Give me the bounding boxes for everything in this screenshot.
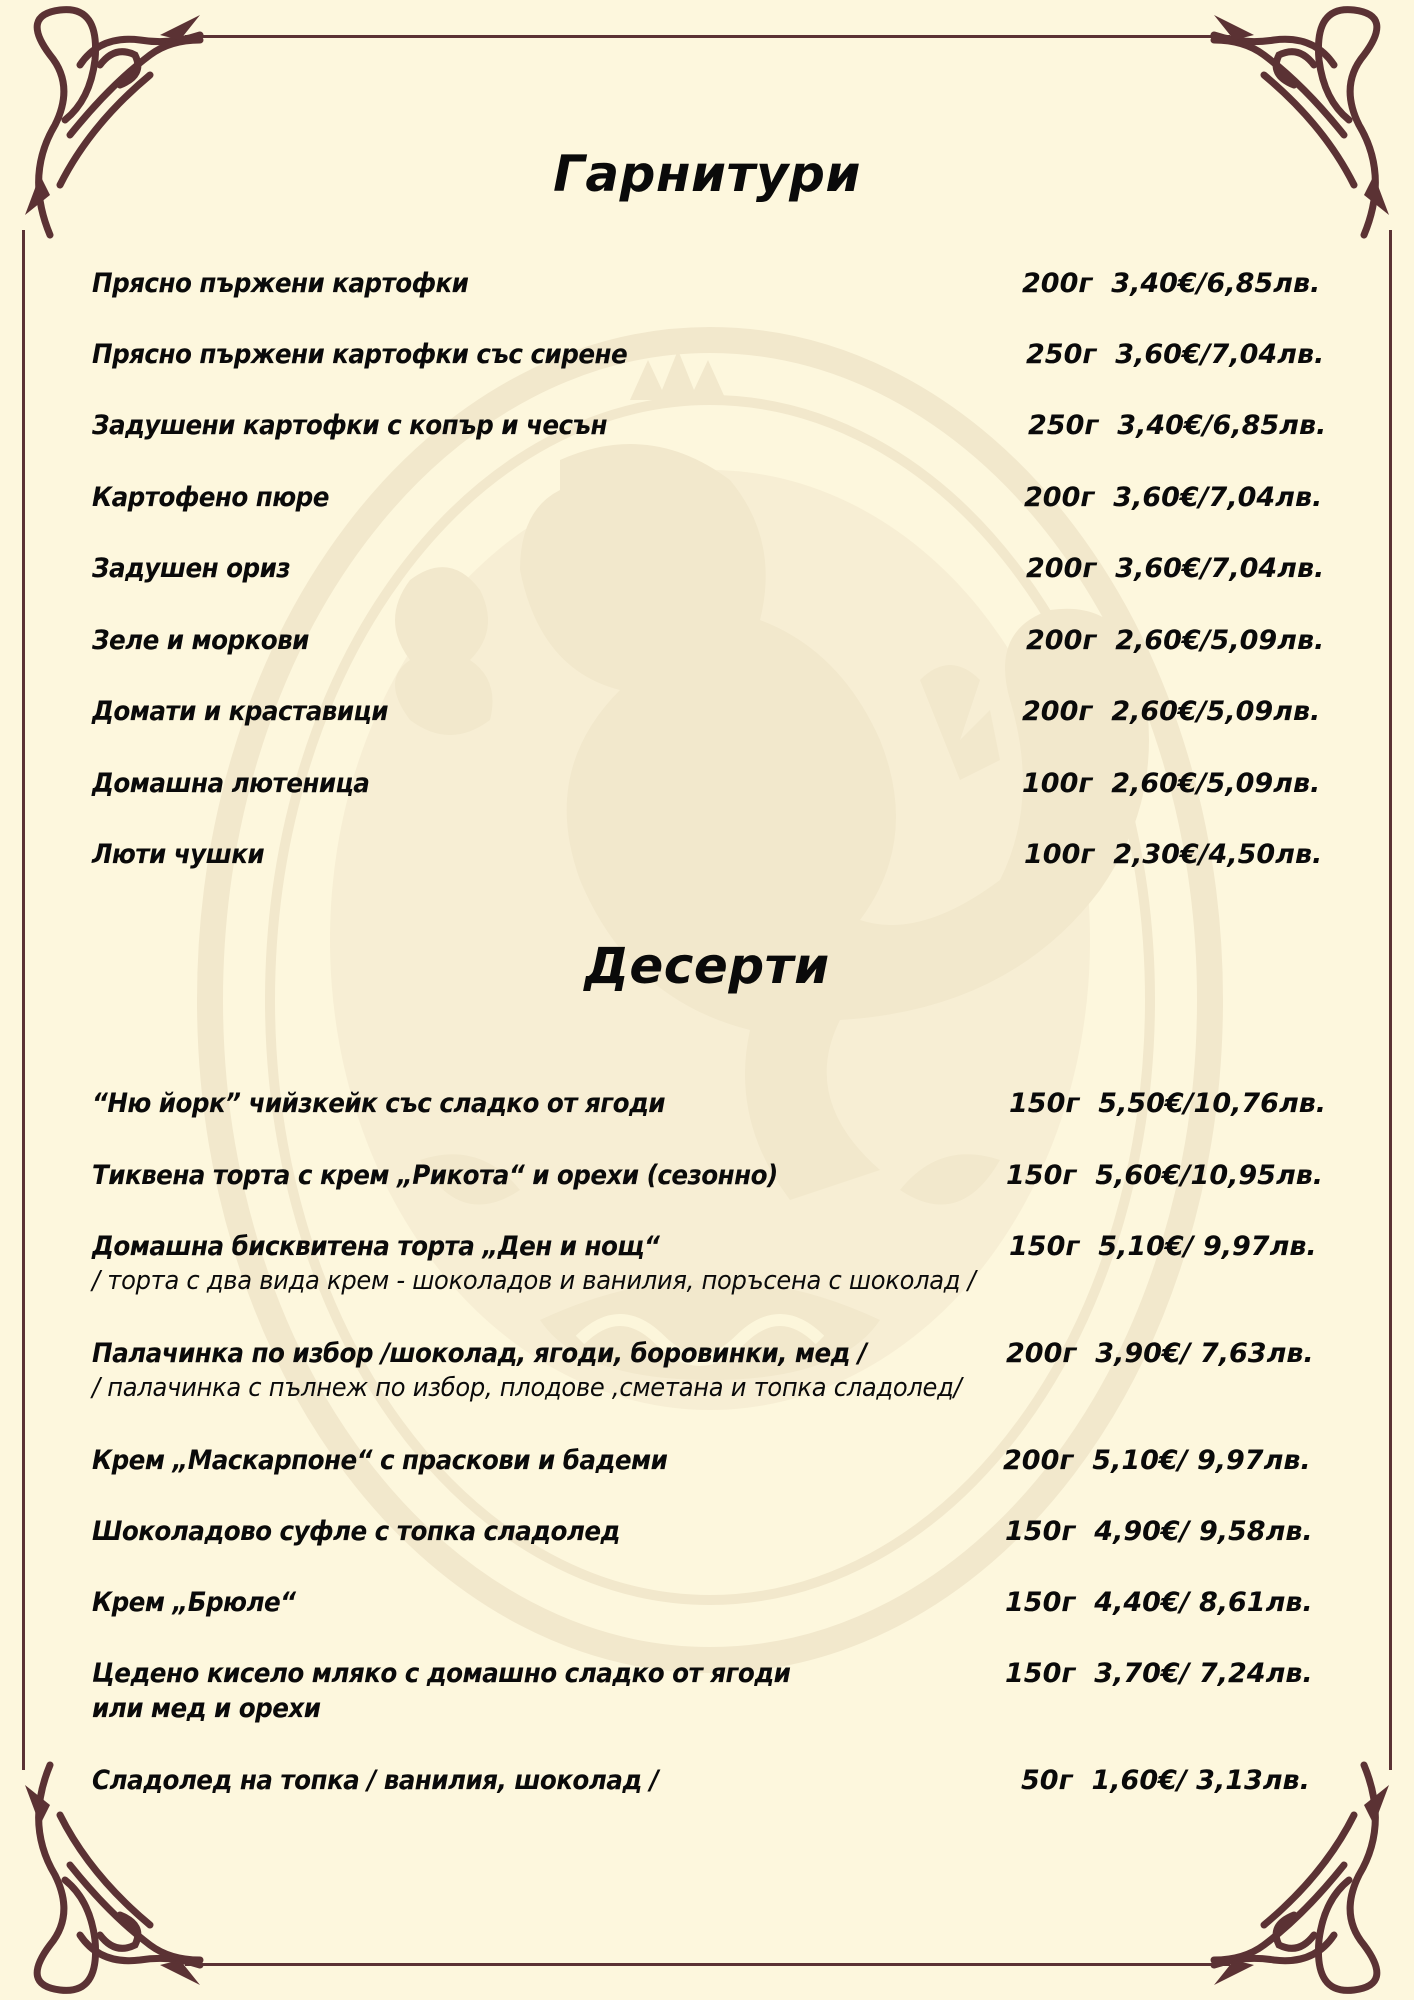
menu-item-price [1009,1231,1317,1262]
item-cost: 2,60€/5,09лв. [1111,768,1321,799]
menu-item-name: Задушени картофки с копър и чесън [92,410,607,441]
menu-item-name: Тиквена торта с крем „Рикота“ и орехи (сезонно) [92,1160,778,1191]
menu-item-name: Прясно пържени картофки [92,268,469,299]
item-weight: 50г [1021,1765,1073,1796]
item-weight: 200г [1006,1338,1077,1369]
item-weight: 200г [1022,696,1093,727]
section-title-garnishes: Гарнитури [553,145,861,203]
menu-item-name: Крем „Маскарпоне“ с праскови и бадеми [92,1445,668,1476]
menu-item-name: Прясно пържени картофки със сирене [92,339,628,370]
item-weight: 100г [1022,768,1093,799]
menu-item-name: Картофено пюре [92,482,329,513]
menu-item-price [1026,553,1324,584]
menu-item-name: Зеле и моркови [92,625,309,656]
item-cost: 4,40€/ 8,61лв. [1094,1587,1313,1618]
item-weight: 150г [1005,1516,1076,1547]
menu-item-price [1022,268,1320,299]
item-weight: 200г [1024,482,1095,513]
menu-item-description: / палачинка с пълнеж по избор, плодове ,сметана и топка сладолед/ [92,1373,962,1403]
item-weight: 150г [1009,1088,1080,1119]
item-cost: 3,60€/7,04лв. [1113,482,1323,513]
menu-item-price [1006,1338,1314,1369]
item-cost: 3,90€/ 7,63лв. [1095,1338,1314,1369]
menu-item-name: “Ню йорк” чийзкейк със сладко от ягоди [92,1088,665,1119]
item-weight: 200г [1003,1445,1074,1476]
menu-item-name: Крем „Брюле“ [92,1587,296,1618]
menu-item-name: Цедено кисело мляко с домашно сладко от ягоди [92,1658,791,1689]
menu-item-name: Палачинка по избор /шоколад, ягоди, боровинки, мед / [92,1338,867,1369]
item-cost: 5,10€/ 9,97лв. [1098,1231,1317,1262]
frame-top-line [185,35,1230,38]
item-cost: 2,30€/4,50лв. [1113,839,1323,870]
item-weight: 100г [1024,839,1095,870]
frame-left-line [22,230,25,1770]
frame-bottom-line [185,1963,1230,1966]
item-cost: 5,50€/10,76лв. [1098,1088,1327,1119]
menu-item-price [1022,768,1320,799]
menu-item-price [1005,1587,1313,1618]
item-cost: 3,40€/6,85лв. [1111,268,1321,299]
menu-item-name: Задушен ориз [92,553,291,584]
menu-item-price [1003,1445,1311,1476]
section-title-desserts: Десерти [584,937,830,995]
item-weight: 200г [1022,268,1093,299]
item-cost: 5,10€/ 9,97лв. [1092,1445,1311,1476]
item-weight: 150г [1005,1587,1076,1618]
item-cost: 3,70€/ 7,24лв. [1094,1658,1313,1689]
item-cost: 4,90€/ 9,58лв. [1094,1516,1313,1547]
item-weight: 150г [1005,1658,1076,1689]
menu-item-name: Домашна лютеница [92,768,370,799]
menu-item-price [1024,482,1322,513]
item-cost: 2,60€/5,09лв. [1115,625,1325,656]
item-weight: 150г [1006,1160,1077,1191]
menu-item-price [1009,1088,1326,1119]
menu-item-price [1005,1658,1313,1689]
lion-emblem-watermark [160,300,1260,1720]
item-cost: 3,60€/7,04лв. [1115,339,1325,370]
item-weight: 200г [1026,625,1097,656]
item-weight: 250г [1028,410,1099,441]
menu-item-price [1028,410,1326,441]
menu-item-name-line2: или мед и орехи [92,1693,321,1724]
ornament-corner-top-right-icon [1204,5,1404,245]
item-cost: 3,40€/6,85лв. [1117,410,1327,441]
item-cost: 2,60€/5,09лв. [1111,696,1321,727]
menu-item-price [1022,696,1320,727]
item-cost: 5,60€/10,95лв. [1095,1160,1324,1191]
item-weight: 150г [1009,1231,1080,1262]
item-cost: 3,60€/7,04лв. [1115,553,1325,584]
frame-right-line [1389,230,1392,1770]
menu-item-price [1005,1516,1313,1547]
ornament-corner-top-left-icon [10,5,210,245]
menu-item-name: Домати и краставици [92,696,388,727]
menu-item-name: Шоколадово суфле с топка сладолед [92,1516,620,1547]
item-cost: 1,60€/ 3,13лв. [1091,1765,1310,1796]
menu-item-price [1026,625,1324,656]
item-weight: 200г [1026,553,1097,584]
menu-item-price [1024,839,1322,870]
menu-item-name: Сладолед на топка / ванилия, шоколад / [92,1765,659,1796]
menu-item-description: / торта с два вида крем - шоколадов и ванилия, поръсена с шоколад / [92,1266,976,1296]
menu-item-name: Домашна бисквитена торта „Ден и нощ“ [92,1231,660,1262]
menu-item-price [1026,339,1324,370]
menu-item-name: Люти чушки [92,839,265,870]
item-weight: 250г [1026,339,1097,370]
menu-item-price [1006,1160,1323,1191]
menu-item-price [1021,1765,1310,1796]
